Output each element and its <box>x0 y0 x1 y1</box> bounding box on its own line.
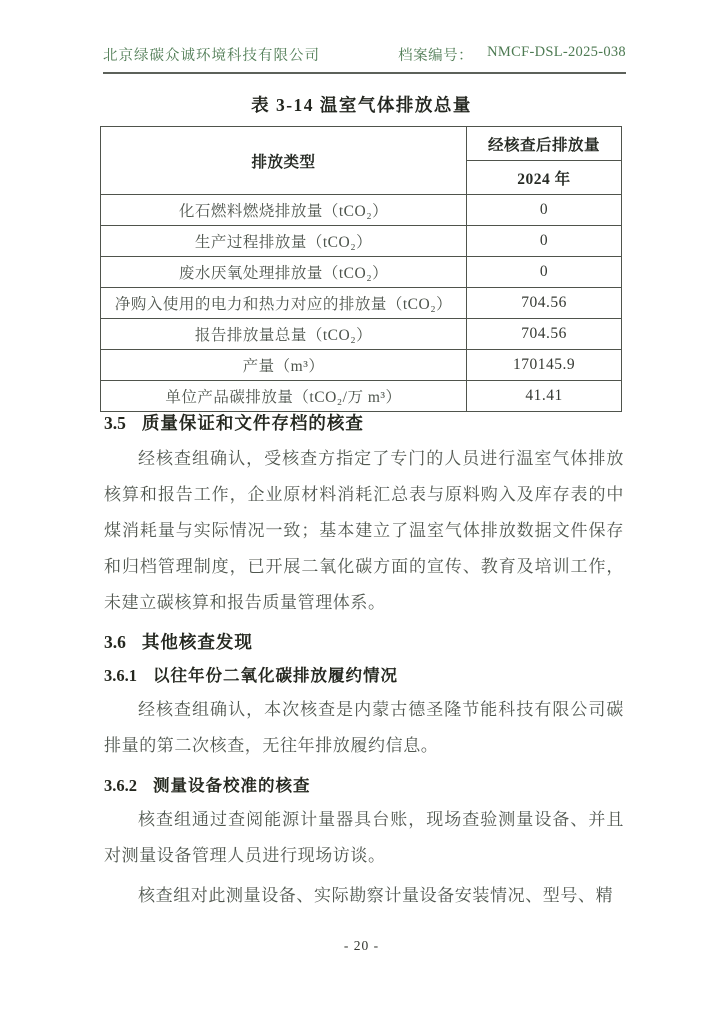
page-header <box>103 44 626 74</box>
table-row <box>101 257 622 288</box>
row-label: 单位产品碳排放量（tCO₂/万 m³） <box>101 381 467 412</box>
table-caption: 表 3-14 温室气体排放总量 <box>251 95 472 115</box>
section-heading-3-6 <box>104 629 624 654</box>
row-value: 0 <box>467 195 622 226</box>
file-number-label: 档案编号： <box>398 48 474 64</box>
page-number: - 20 - <box>343 938 380 953</box>
row-value: 170145.9 <box>467 350 622 381</box>
row-value: 704.56 <box>467 319 622 350</box>
table-row <box>101 288 622 319</box>
section-number: 3.6.1 <box>104 666 137 685</box>
table-header-row <box>101 127 622 161</box>
row-label: 废水厌氧处理排放量（tCO₂） <box>101 257 467 288</box>
section-title: 测量设备校准的核查 <box>153 776 311 795</box>
section-title: 以往年份二氧化碳排放履约情况 <box>153 666 398 685</box>
paragraph: 核查组通过查阅能源计量器具台账，现场查验测量设备、并且对测量设备管理人员进行现场访谈。 <box>104 810 624 865</box>
paragraph: 核查组对此测量设备、实际勘察计量设备安装情况、型号、精 <box>138 886 614 905</box>
row-label: 产量（m³） <box>101 350 467 381</box>
table-row <box>101 319 622 350</box>
row-label: 报告排放量总量（tCO₂） <box>101 319 467 350</box>
row-label: 生产过程排放量（tCO₂） <box>101 226 467 257</box>
emissions-table <box>100 126 622 412</box>
section-heading-3-5 <box>104 410 624 435</box>
section-heading-3-6-1 <box>104 662 624 686</box>
document-body <box>104 402 624 918</box>
file-number-value: NMCF-DSL-2025-038 <box>487 44 626 60</box>
row-value: 0 <box>467 226 622 257</box>
row-value: 704.56 <box>467 288 622 319</box>
section-heading-3-6-2 <box>104 772 624 796</box>
column-header-verified-emissions: 经核查后排放量 <box>467 127 622 161</box>
column-header-year: 2024 年 <box>467 161 622 195</box>
table-row <box>101 226 622 257</box>
column-header-emission-type: 排放类型 <box>101 127 467 195</box>
table-row <box>101 350 622 381</box>
paragraph: 经核查组确认，受核查方指定了专门的人员进行温室气体排放核算和报告工作，企业原材料消耗汇总表与原料购入及库存表的中煤消耗量与实际情况一致；基本建立了温室气体排放数据文件保存和归档管理制度，已开展二氧化碳方面的宣传、教育及培训工作，未建立碳核算和报告质量管理体系。 <box>104 449 624 612</box>
file-number-group <box>398 44 626 65</box>
section-number: 3.6.2 <box>104 776 137 795</box>
row-label: 化石燃料燃烧排放量（tCO₂） <box>101 195 467 226</box>
row-value: 0 <box>467 257 622 288</box>
section-number: 3.5 <box>104 413 126 433</box>
row-label: 净购入使用的电力和热力对应的排放量（tCO₂） <box>101 288 467 319</box>
table-row <box>101 195 622 226</box>
section-number: 3.6 <box>104 632 126 652</box>
row-value: 41.41 <box>467 381 622 412</box>
company-name: 北京绿碳众诚环境科技有限公司 <box>103 48 320 64</box>
section-title: 其他核查发现 <box>141 632 253 652</box>
section-title: 质量保证和文件存档的核查 <box>141 413 364 433</box>
paragraph: 经核查组确认，本次核查是内蒙古德圣隆节能科技有限公司碳排量的第二次核查，无往年排放履约信息。 <box>104 700 624 755</box>
